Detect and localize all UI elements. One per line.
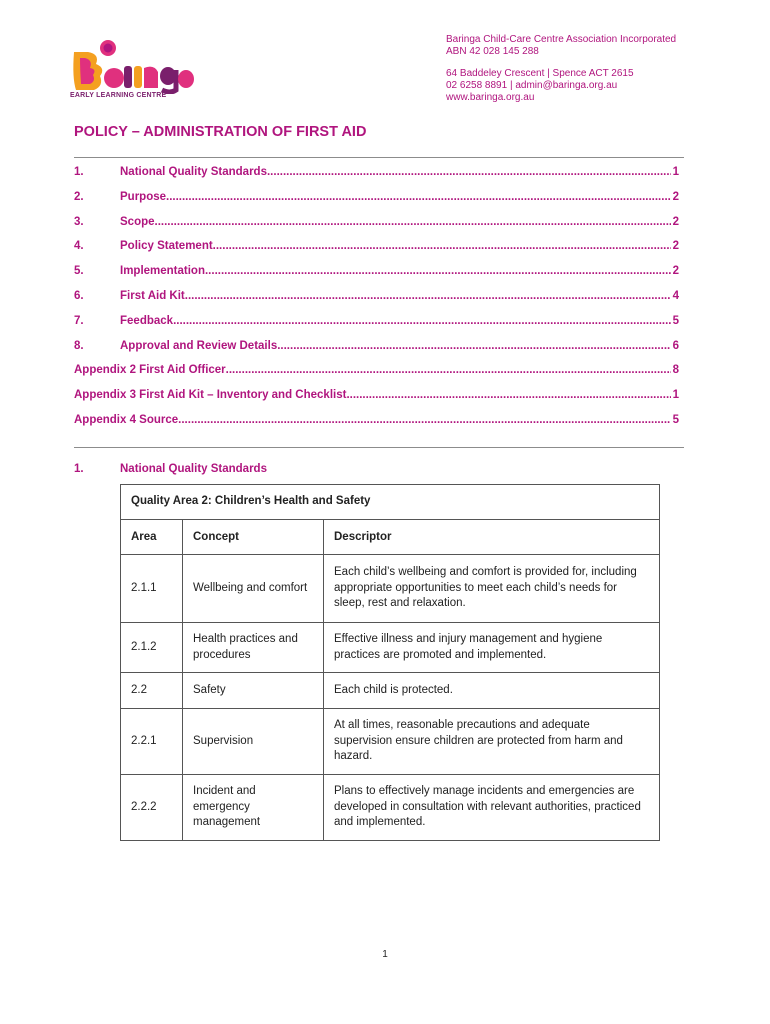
table-of-contents	[74, 166, 679, 439]
page-title: POLICY – ADMINISTRATION OF FIRST AID	[74, 124, 367, 140]
toc-number: 2.	[74, 190, 84, 203]
table-row	[121, 673, 660, 709]
toc-leader	[178, 414, 670, 426]
toc-label: Implementation	[120, 265, 205, 278]
toc-page: 5	[672, 314, 679, 327]
toc-appendix-entry[interactable]	[74, 414, 679, 439]
toc-number: 3.	[74, 215, 84, 228]
toc-page: 8	[672, 364, 679, 377]
section-number: 1.	[74, 463, 84, 475]
toc-appendix-entry[interactable]	[74, 389, 679, 414]
toc-leader	[213, 240, 671, 252]
concept-cell: Wellbeing and comfort	[183, 555, 324, 623]
toc-page: 2	[672, 265, 679, 278]
descriptor-cell: Each child is protected.	[324, 673, 660, 709]
toc-page: 2	[672, 215, 679, 228]
baringa-logo	[70, 38, 195, 104]
title-divider	[74, 157, 684, 158]
toc-leader	[185, 290, 671, 302]
toc-page: 6	[672, 339, 679, 352]
page-number: 1	[382, 949, 388, 960]
toc-leader	[205, 265, 671, 277]
table-row	[121, 775, 660, 841]
org-address: 64 Baddeley Crescent | Spence ACT 2615	[446, 68, 634, 79]
logo-subtitle: EARLY LEARNING CENTRE	[70, 92, 167, 99]
toc-page: 4	[672, 289, 679, 302]
toc-label: Scope	[120, 215, 155, 228]
toc-number: 6.	[74, 289, 84, 302]
area-cell: 2.1.1	[121, 555, 183, 623]
column-header-descriptor: Descriptor	[324, 520, 660, 555]
descriptor-cell: Effective illness and injury management and hygiene practices are promoted and implemented.	[324, 623, 660, 673]
toc-leader	[277, 340, 670, 352]
toc-page: 1	[672, 166, 679, 178]
toc-entry[interactable]	[74, 290, 679, 315]
concept-cell: Incident and emergency management	[183, 775, 324, 841]
org-contact: 02 6258 8891 | admin@baringa.org.au	[446, 80, 618, 91]
area-cell: 2.2.1	[121, 709, 183, 775]
toc-label: Policy Statement	[120, 240, 213, 253]
toc-label: Approval and Review Details	[120, 339, 278, 352]
toc-page: 2	[672, 240, 679, 253]
quality-standards-table	[120, 484, 660, 841]
toc-number: 5.	[74, 265, 84, 278]
area-cell: 2.2.2	[121, 775, 183, 841]
org-website[interactable]: www.baringa.org.au	[446, 92, 535, 103]
org-abn: ABN 42 028 145 288	[446, 46, 539, 57]
table-row	[121, 555, 660, 623]
toc-entry[interactable]	[74, 315, 679, 340]
toc-page: 1	[672, 389, 679, 402]
table-row	[121, 709, 660, 775]
section-title: National Quality Standards	[120, 463, 267, 475]
area-cell: 2.1.2	[121, 623, 183, 673]
toc-page: 2	[672, 190, 679, 203]
concept-cell: Safety	[183, 673, 324, 709]
toc-label: Purpose	[120, 190, 167, 203]
area-cell: 2.2	[121, 673, 183, 709]
concept-cell: Supervision	[183, 709, 324, 775]
toc-leader	[346, 389, 670, 401]
toc-leader	[166, 191, 671, 203]
concept-cell: Health practices and procedures	[183, 623, 324, 673]
descriptor-cell: At all times, reasonable precautions and adequate supervision ensure children are protected from harm and hazard.	[324, 709, 660, 775]
toc-page: 5	[672, 413, 679, 426]
toc-entry[interactable]	[74, 191, 679, 216]
toc-leader	[226, 364, 671, 376]
toc-divider	[74, 447, 684, 448]
toc-leader	[173, 315, 671, 327]
baringa-logo-mark	[70, 38, 195, 94]
descriptor-cell: Each child’s wellbeing and comfort is provided for, including appropriate opportunities to meet each child’s needs for sleep, rest and relaxation.	[324, 555, 660, 623]
toc-number: 1.	[74, 166, 84, 178]
toc-label: Appendix 2 First Aid Officer	[74, 364, 226, 377]
toc-entry[interactable]	[74, 216, 679, 241]
toc-entry[interactable]	[74, 240, 679, 265]
toc-entry[interactable]	[74, 166, 679, 191]
toc-number: 8.	[74, 339, 84, 352]
column-header-concept: Concept	[183, 520, 324, 555]
toc-number: 4.	[74, 240, 84, 253]
column-header-area: Area	[121, 520, 183, 555]
org-name: Baringa Child-Care Centre Association Incorporated	[446, 34, 677, 45]
toc-entry[interactable]	[74, 265, 679, 290]
quality-area-title: Quality Area 2: Children’s Health and Safety	[121, 485, 660, 520]
toc-appendix-entry[interactable]	[74, 364, 679, 389]
toc-label: Appendix 4 Source	[74, 413, 179, 426]
toc-number: 7.	[74, 314, 84, 327]
toc-label: Feedback	[120, 314, 174, 327]
toc-leader	[155, 216, 671, 228]
toc-label: First Aid Kit	[120, 289, 185, 302]
toc-leader	[267, 166, 671, 178]
section-heading	[74, 463, 267, 475]
organisation-details	[446, 34, 676, 104]
toc-entry[interactable]	[74, 340, 679, 365]
table-row	[121, 623, 660, 673]
toc-label: Appendix 3 First Aid Kit – Inventory and Checklist	[74, 389, 347, 402]
descriptor-cell: Plans to effectively manage incidents and emergencies are developed in consultation with relevant authorities, practiced and implemented.	[324, 775, 660, 841]
toc-label: National Quality Standards	[120, 166, 267, 178]
